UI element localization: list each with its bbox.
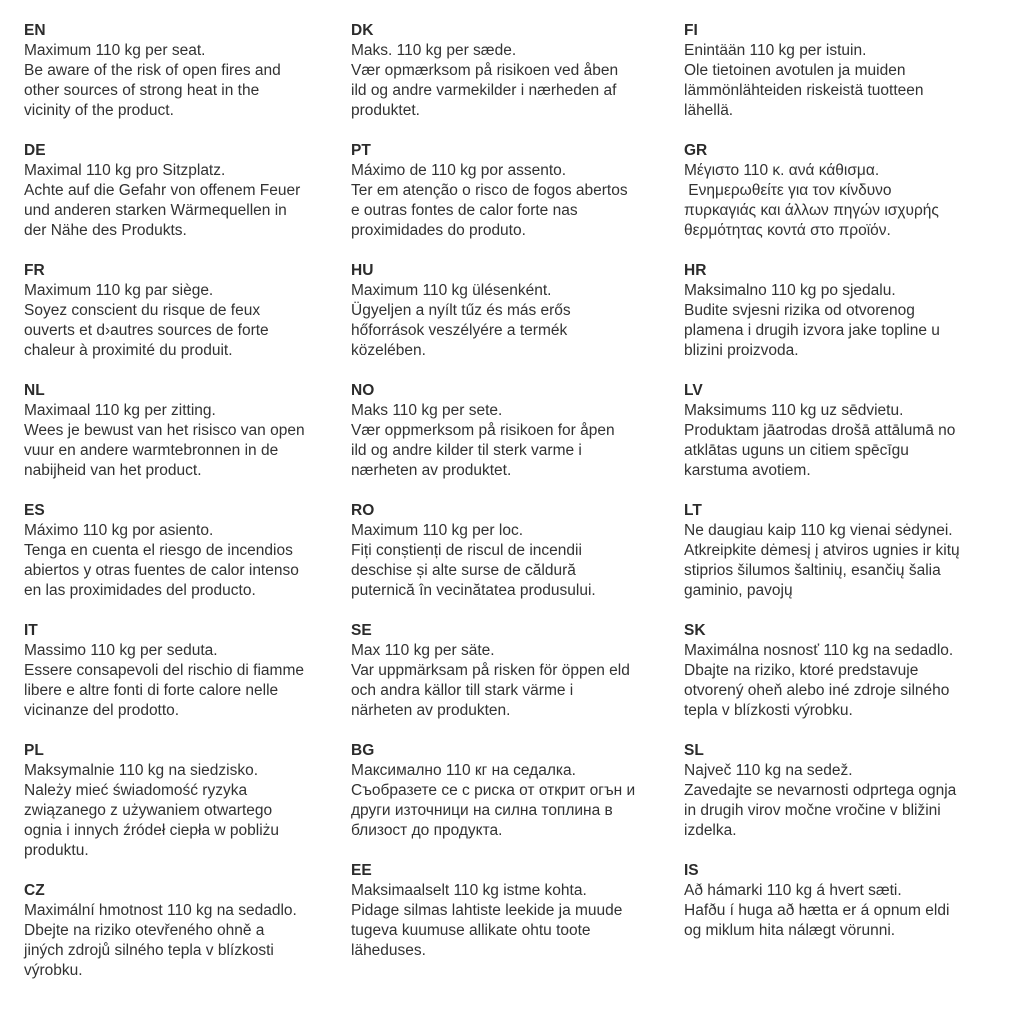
text-line: Massimo 110 kg per seduta. <box>24 642 218 659</box>
text-line: vicinanze del prodotto. <box>24 702 180 719</box>
lang-block-no <box>351 381 684 481</box>
lang-code-label: GR <box>684 142 708 159</box>
text-line: други източници на силна топлина в <box>351 802 613 819</box>
text-line: ild og andre varmekilder i nærheden af <box>351 82 617 99</box>
text-line: vuur en andere warmtebronnen in de <box>24 442 279 459</box>
text-line: Máximo de 110 kg por assento. <box>351 162 567 179</box>
text-line: Hafðu í huga að hætta er á opnum eldi <box>684 902 950 919</box>
text-line: Ενημερωθείτε για τον κίνδυνο <box>684 182 892 199</box>
text-line: Maximum 110 kg per loc. <box>351 522 523 539</box>
text-line: Maximální hmotnost 110 kg na sedadlo. <box>24 902 297 919</box>
lang-code-label: LT <box>684 502 702 519</box>
text-line: Wees je bewust van het risisco van open <box>24 422 305 439</box>
lang-block-gr <box>684 141 1024 241</box>
text-line: związanego z używaniem otwartego <box>24 802 273 819</box>
lang-code-label: SK <box>684 622 706 639</box>
text-line: близост до продукта. <box>351 822 503 839</box>
lang-code-label: PT <box>351 142 371 159</box>
text-line: gaminio, pavojų <box>684 582 793 599</box>
lang-code-label: BG <box>351 742 375 759</box>
lang-code-label: EE <box>351 862 372 879</box>
text-line: nabijheid van het product. <box>24 462 202 479</box>
text-line: Maksimaalselt 110 kg istme kohta. <box>351 882 587 899</box>
text-line: Pidage silmas lahtiste leekide ja muude <box>351 902 623 919</box>
text-line: Ügyeljen a nyílt tűz és más erős <box>351 302 571 319</box>
text-line: ouverts et d›autres sources de forte <box>24 322 269 339</box>
text-line: Należy mieć świadomość ryzyka <box>24 782 248 799</box>
text-line: ognia i innych źródeł ciepła w pobliżu <box>24 822 280 839</box>
text-line: Ne daugiau kaip 110 kg vienai sėdynei. <box>684 522 953 539</box>
text-line: Fiți conștienți de riscul de incendii <box>351 542 582 559</box>
text-line: otvorený oheň alebo iné zdroje silného <box>684 682 950 699</box>
text-line: og miklum hita nálægt vörunni. <box>684 922 896 939</box>
text-line: Maximal 110 kg pro Sitzplatz. <box>24 162 226 179</box>
lang-block-cz <box>24 881 351 981</box>
lang-code-label: DK <box>351 22 374 39</box>
lang-code-label: ES <box>24 502 45 519</box>
lang-code-label: IT <box>24 622 38 639</box>
lang-code-label: EN <box>24 22 46 39</box>
text-line: Enintään 110 kg per istuin. <box>684 42 867 59</box>
lang-code-label: NO <box>351 382 375 399</box>
text-line: Съобразете се с риска от открит огън и <box>351 782 636 799</box>
language-column-3 <box>684 21 1024 1024</box>
text-line: puternică în vecinătatea produsului. <box>351 582 596 599</box>
text-line: nærheten av produktet. <box>351 462 512 479</box>
text-line: produktet. <box>351 102 420 119</box>
text-line: Að hámarki 110 kg á hvert sæti. <box>684 882 902 899</box>
text-line: Največ 110 kg na sedež. <box>684 762 853 779</box>
text-line: Soyez conscient du risque de feux <box>24 302 261 319</box>
text-line: tugeva kuumuse allikate ohtu toote <box>351 922 591 939</box>
lang-code-label: PL <box>24 742 44 759</box>
text-line: közelében. <box>351 342 426 359</box>
text-line: Maximum 110 kg par siège. <box>24 282 214 299</box>
text-line: plamena i drugih izvora jake topline u <box>684 322 940 339</box>
lang-code-label: HR <box>684 262 707 279</box>
text-line: proximidades do produto. <box>351 222 526 239</box>
lang-code-label: IS <box>684 862 699 879</box>
text-line: karstuma avotiem. <box>684 462 811 479</box>
text-line: Atkreipkite dėmesį į atviros ugnies ir kitų <box>684 542 960 559</box>
language-column-1 <box>24 21 351 1024</box>
text-line: en las proximidades del producto. <box>24 582 256 599</box>
text-line: Dbajte na riziko, ktoré predstavuje <box>684 662 919 679</box>
text-line: närheten av produkten. <box>351 702 511 719</box>
text-line: Zavedajte se nevarnosti odprtega ognja <box>684 782 957 799</box>
lang-code-label: FI <box>684 22 698 39</box>
lang-block-sk <box>684 621 1024 721</box>
lang-code-label: FR <box>24 262 45 279</box>
lang-block-hu <box>351 261 684 361</box>
lang-code-label: HU <box>351 262 374 279</box>
lang-block-es <box>24 501 351 601</box>
text-line: e outras fontes de calor forte nas <box>351 202 578 219</box>
text-line: Máximo 110 kg por asiento. <box>24 522 214 539</box>
text-line: deschise și alte surse de căldură <box>351 562 576 579</box>
text-line: Vær oppmerksom på risikoen for åpen <box>351 422 615 439</box>
lang-block-fr <box>24 261 351 361</box>
text-line: Maximum 110 kg per seat. <box>24 42 206 59</box>
lang-block-hr <box>684 261 1024 361</box>
text-line: atklātas uguns un citiem spēcīgu <box>684 442 909 459</box>
text-line: abiertos y otras fuentes de calor intenso <box>24 562 299 579</box>
language-column-2 <box>351 21 684 1024</box>
text-line: läheduses. <box>351 942 426 959</box>
lang-code-label: SL <box>684 742 704 759</box>
text-line: der Nähe des Produkts. <box>24 222 187 239</box>
text-line: Ter em atenção o risco de fogos abertos <box>351 182 628 199</box>
lang-code-label: RO <box>351 502 375 519</box>
text-line: výrobku. <box>24 962 83 979</box>
text-line: jiných zdrojů silného tepla v blízkosti <box>24 942 274 959</box>
lang-block-fi <box>684 21 1024 121</box>
text-line: πυρκαγιάς και άλλων πηγών ισχυρής <box>684 202 939 219</box>
text-line: θερμότητας κοντά στο προϊόν. <box>684 222 891 239</box>
text-line: Max 110 kg per säte. <box>351 642 495 659</box>
text-line: Maksimalno 110 kg po sjedalu. <box>684 282 896 299</box>
text-line: Be aware of the risk of open fires and <box>24 62 281 79</box>
lang-block-sl <box>684 741 1024 841</box>
text-line: ild og andre kilder til sterk varme i <box>351 442 582 459</box>
lang-block-pt <box>351 141 684 241</box>
text-line: Dbejte na riziko otevřeného ohně a <box>24 922 265 939</box>
lang-block-se <box>351 621 684 721</box>
text-line: Maximaal 110 kg per zitting. <box>24 402 216 419</box>
text-line: Maksimums 110 kg uz sēdvietu. <box>684 402 904 419</box>
text-line: Μέγιστο 110 κ. ανά κάθισμα. <box>684 162 880 179</box>
lang-code-label: CZ <box>24 882 45 899</box>
text-line: Var uppmärksam på risken för öppen eld <box>351 662 630 679</box>
lang-block-de <box>24 141 351 241</box>
text-line: Maks. 110 kg per sæde. <box>351 42 517 59</box>
text-line: Essere consapevoli del rischio di fiamme <box>24 662 304 679</box>
text-line: hőforrások veszélyére a termék <box>351 322 568 339</box>
text-line: Produktam jāatrodas drošā attālumā no <box>684 422 956 439</box>
text-line: Ole tietoinen avotulen ja muiden <box>684 62 906 79</box>
text-line: izdelka. <box>684 822 737 839</box>
lang-code-label: DE <box>24 142 46 159</box>
text-line: Maksymalnie 110 kg na siedzisko. <box>24 762 259 779</box>
text-line: chaleur à proximité du produit. <box>24 342 233 359</box>
lang-block-dk <box>351 21 684 121</box>
lang-block-ee <box>351 861 684 961</box>
lang-block-pl <box>24 741 351 861</box>
lang-block-it <box>24 621 351 721</box>
text-line: Tenga en cuenta el riesgo de incendios <box>24 542 293 559</box>
text-line: lähellä. <box>684 102 734 119</box>
lang-block-lt <box>684 501 1024 601</box>
text-line: och andra källor till stark värme i <box>351 682 574 699</box>
lang-block-is <box>684 861 1024 941</box>
text-line: libere e altre fonti di forte calore nelle <box>24 682 279 699</box>
lang-code-label: SE <box>351 622 372 639</box>
text-line: Максимално 110 кг на седалка. <box>351 762 576 779</box>
text-line: vicinity of the product. <box>24 102 174 119</box>
lang-block-bg <box>351 741 684 841</box>
lang-code-label: NL <box>24 382 45 399</box>
text-line: Budite svjesni rizika od otvorenog <box>684 302 915 319</box>
text-line: other sources of strong heat in the <box>24 82 260 99</box>
text-line: lämmönlähteiden riskeistä tuotteen <box>684 82 924 99</box>
text-line: tepla v blízkosti výrobku. <box>684 702 853 719</box>
text-line: produktu. <box>24 842 89 859</box>
text-line: Maximálna nosnosť 110 kg na sedadlo. <box>684 642 954 659</box>
text-line: in drugih virov močne vročine v bližini <box>684 802 941 819</box>
text-line: Vær opmærksom på risikoen ved åben <box>351 62 619 79</box>
lang-block-nl <box>24 381 351 481</box>
lang-block-ro <box>351 501 684 601</box>
lang-code-label: LV <box>684 382 703 399</box>
text-line: Achte auf die Gefahr von offenem Feuer <box>24 182 301 199</box>
lang-block-en <box>24 21 351 121</box>
text-line: und anderen starken Wärmequellen in <box>24 202 287 219</box>
text-line: Maks 110 kg per sete. <box>351 402 503 419</box>
text-line: Maximum 110 kg ülésenként. <box>351 282 552 299</box>
lang-block-lv <box>684 381 1024 481</box>
text-line: stiprios šilumos šaltinių, esančių šalia <box>684 562 941 579</box>
text-line: blizini proizvoda. <box>684 342 799 359</box>
